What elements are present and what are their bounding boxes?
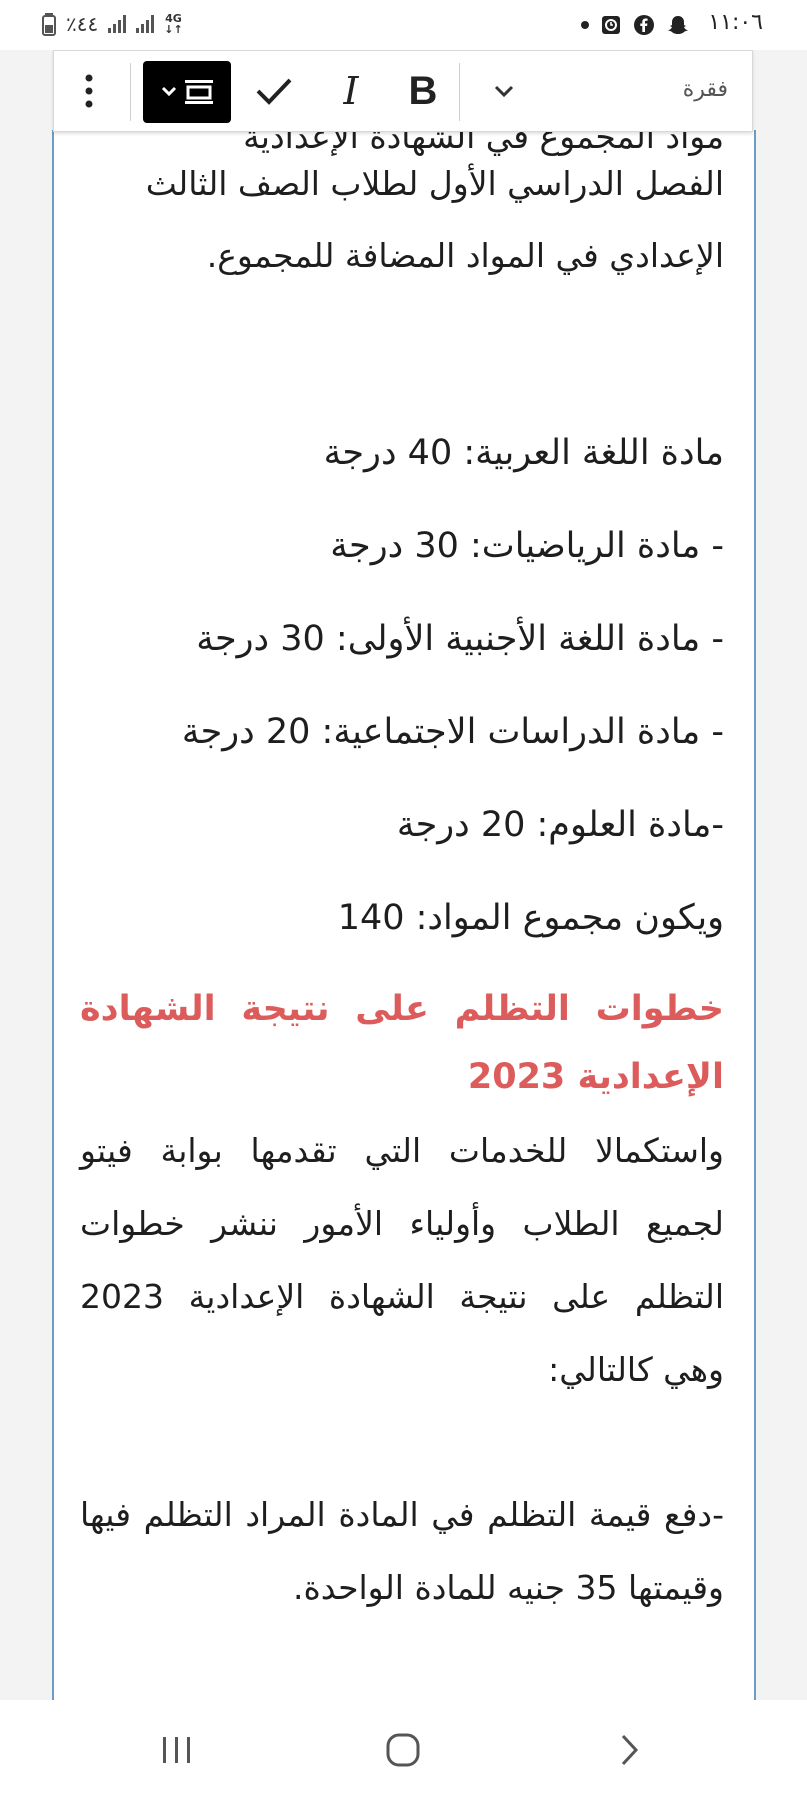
back-icon <box>617 1732 641 1768</box>
align-wide-icon <box>155 72 219 112</box>
total-line[interactable]: ويكون مجموع المواد: 140 <box>337 898 724 938</box>
bold-button[interactable] <box>386 51 460 131</box>
network-type: 4G ↓↑ <box>164 12 183 36</box>
home-icon <box>384 1731 422 1769</box>
navigation-bar <box>0 1700 807 1800</box>
checkmark-icon <box>254 75 294 107</box>
block-toolbar <box>53 50 753 132</box>
back-button[interactable] <box>594 1722 664 1778</box>
signal-strength-icon <box>108 15 126 33</box>
alarm-icon <box>601 15 621 35</box>
intro-paragraph[interactable]: الفصل الدراسي الأول لطلاب الصف الثالث الإعدادي في المواد المضافة للمجموع. <box>145 164 724 275</box>
subject-line[interactable]: -مادة العلوم: 20 درجة <box>396 805 724 845</box>
accept-button[interactable] <box>239 51 309 131</box>
notification-icons <box>581 13 689 37</box>
clock: ١١:٠٦ <box>708 10 763 35</box>
more-options-button[interactable] <box>64 51 114 131</box>
battery-icon <box>42 13 56 35</box>
home-button[interactable] <box>368 1722 438 1778</box>
status-left-group <box>42 11 183 37</box>
more-options-icon <box>84 73 94 109</box>
toolbar-divider <box>459 63 460 121</box>
recent-apps-icon <box>160 1734 194 1766</box>
body-paragraph[interactable]: واستكمالا للخدمات التي تقدمها بوابة فيتو لجميع الطلاب وأولياء الأمور ننشر خطوات التظلم على نتيجة الشهادة الإعدادية 2023 وهي كالتالي: <box>80 1131 724 1389</box>
italic-button[interactable] <box>316 51 386 131</box>
italic-icon: I <box>343 69 359 113</box>
subject-line[interactable]: - مادة اللغة الأجنبية الأولى: 30 درجة <box>196 619 724 659</box>
subject-line[interactable]: مادة اللغة العربية: 40 درجة <box>323 433 724 473</box>
signal-strength-icon-2 <box>136 15 154 33</box>
align-button[interactable] <box>143 61 231 123</box>
battery-percent: ٪٤٤ <box>66 12 99 36</box>
subject-line[interactable]: - مادة الرياضيات: 30 درجة <box>330 526 724 566</box>
recent-apps-button[interactable] <box>142 1722 212 1778</box>
facebook-icon <box>633 14 655 36</box>
status-bar <box>0 0 807 50</box>
toolbar-divider <box>130 63 131 121</box>
block-type-label[interactable]: فقرة <box>682 77 728 102</box>
subject-line[interactable]: - مادة الدراسات الاجتماعية: 20 درجة <box>181 712 724 752</box>
notification-dot <box>581 21 589 29</box>
more-formatting-button[interactable] <box>474 51 534 131</box>
bold-icon: B <box>408 68 438 113</box>
chevron-down-icon <box>493 84 515 98</box>
snapchat-icon <box>667 14 689 36</box>
body-paragraph[interactable]: -دفع قيمة التظلم في المادة المراد التظلم فيها وقيمتها 35 جنيه للمادة الواحدة. <box>80 1495 724 1607</box>
section-heading[interactable]: خطوات التظلم على نتيجة الشهادة الإعدادية 2023 <box>80 989 724 1097</box>
